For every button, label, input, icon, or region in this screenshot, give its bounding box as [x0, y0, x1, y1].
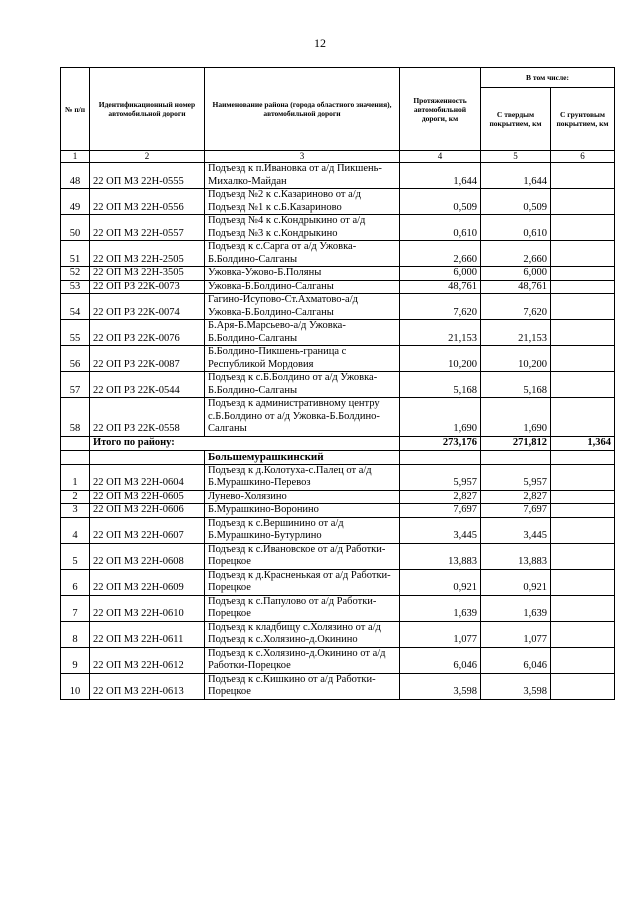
- soil-surface-length: [551, 490, 615, 504]
- soil-surface-length: [551, 372, 615, 398]
- road-length: 2,827: [400, 490, 481, 504]
- total-hard: 271,812: [481, 436, 551, 450]
- table-row: [61, 372, 615, 398]
- hard-surface-length: 2,827: [481, 490, 551, 504]
- row-number: 55: [61, 320, 90, 346]
- row-number: 6: [61, 569, 90, 595]
- hard-surface-length: 1,077: [481, 621, 551, 647]
- road-name: Подъезд к с.Кишкино от а/д Работки-Порецкое: [205, 673, 400, 699]
- road-length: 1,690: [400, 398, 481, 437]
- soil-surface-length: [551, 673, 615, 699]
- row-number: 9: [61, 647, 90, 673]
- soil-surface-length: [551, 267, 615, 281]
- road-id: 22 ОП РЗ 22К-0087: [90, 346, 205, 372]
- soil-surface-length: [551, 517, 615, 543]
- road-length: 5,168: [400, 372, 481, 398]
- road-length: 5,957: [400, 464, 481, 490]
- hard-surface-length: 3,445: [481, 517, 551, 543]
- road-name: Подъезд к с.Вершинино от а/д Б.Мурашкино-Бутурлино: [205, 517, 400, 543]
- hard-surface-length: 0,610: [481, 215, 551, 241]
- soil-surface-length: [551, 215, 615, 241]
- header-group: В том числе:: [481, 68, 615, 88]
- soil-surface-length: [551, 294, 615, 320]
- road-name: Подъезд к д.Красненькая от а/д Работки-Порецкое: [205, 569, 400, 595]
- road-name: Б.Болдино-Пикшень-граница с Республикой Мордовия: [205, 346, 400, 372]
- hard-surface-length: 13,883: [481, 543, 551, 569]
- road-id: 22 ОП МЗ 22Н-0613: [90, 673, 205, 699]
- hard-surface-length: 1,690: [481, 398, 551, 437]
- road-id: 22 ОП МЗ 22Н-2505: [90, 241, 205, 267]
- table-row: [61, 320, 615, 346]
- road-id: 22 ОП МЗ 22Н-0610: [90, 595, 205, 621]
- soil-surface-length: [551, 569, 615, 595]
- road-id: 22 ОП РЗ 22К-0073: [90, 280, 205, 294]
- row-number: 53: [61, 280, 90, 294]
- table-body-part1: [61, 163, 615, 437]
- road-length: 48,761: [400, 280, 481, 294]
- row-number: 48: [61, 163, 90, 189]
- road-id: 22 ОП РЗ 22К-0544: [90, 372, 205, 398]
- road-length: 3,445: [400, 517, 481, 543]
- column-number: 3: [205, 151, 400, 163]
- road-id: 22 ОП МЗ 22Н-0611: [90, 621, 205, 647]
- header-soil: С грунтовым покрытием, км: [551, 88, 615, 151]
- total-length: 273,176: [400, 436, 481, 450]
- road-id: 22 ОП МЗ 22Н-0607: [90, 517, 205, 543]
- road-length: 10,200: [400, 346, 481, 372]
- table-row: [61, 189, 615, 215]
- table-row: [61, 517, 615, 543]
- soil-surface-length: [551, 464, 615, 490]
- road-length: 1,639: [400, 595, 481, 621]
- hard-surface-length: 2,660: [481, 241, 551, 267]
- table-row: [61, 241, 615, 267]
- soil-surface-length: [551, 241, 615, 267]
- column-number: 1: [61, 151, 90, 163]
- table-row: [61, 398, 615, 437]
- table-row: [61, 504, 615, 518]
- soil-surface-length: [551, 621, 615, 647]
- row-number: 10: [61, 673, 90, 699]
- hard-surface-length: 0,509: [481, 189, 551, 215]
- road-length: 0,610: [400, 215, 481, 241]
- row-number: 4: [61, 517, 90, 543]
- road-name: Подъезд к с.Папулово от а/д Работки-Порецкое: [205, 595, 400, 621]
- soil-surface-length: [551, 398, 615, 437]
- column-number: 4: [400, 151, 481, 163]
- road-length: 21,153: [400, 320, 481, 346]
- column-number: 6: [551, 151, 615, 163]
- table-row: [61, 569, 615, 595]
- road-id: 22 ОП РЗ 22К-0074: [90, 294, 205, 320]
- table-row: [61, 647, 615, 673]
- road-name: Б.Мурашкино-Воронино: [205, 504, 400, 518]
- table-row: [61, 267, 615, 281]
- road-name: Подъезд к п.Ивановка от а/д Пикшень-Михалко-Майдан: [205, 163, 400, 189]
- soil-surface-length: [551, 346, 615, 372]
- road-length: 1,644: [400, 163, 481, 189]
- section-soil-cell: [551, 450, 615, 464]
- table-row: [61, 673, 615, 699]
- road-length: 6,046: [400, 647, 481, 673]
- header-hard: С твердым покрытием, км: [481, 88, 551, 151]
- road-name: Подъезд к административному центру с.Б.Болдино от а/д Ужовка-Б.Болдино-Салганы: [205, 398, 400, 437]
- hard-surface-length: 3,598: [481, 673, 551, 699]
- road-length: 13,883: [400, 543, 481, 569]
- row-number: 52: [61, 267, 90, 281]
- header-id: Идентификационный номер автомобильной дороги: [90, 68, 205, 151]
- soil-surface-length: [551, 647, 615, 673]
- table-row: [61, 490, 615, 504]
- roads-table: [60, 67, 615, 700]
- column-number: 5: [481, 151, 551, 163]
- hard-surface-length: 6,000: [481, 267, 551, 281]
- table-row: [61, 464, 615, 490]
- header-name: Наименование района (города областного значения), автомобильной дороги: [205, 68, 400, 151]
- road-id: 22 ОП РЗ 22К-0558: [90, 398, 205, 437]
- row-number: 3: [61, 504, 90, 518]
- row-number: 49: [61, 189, 90, 215]
- table-row: [61, 294, 615, 320]
- table-row: [61, 280, 615, 294]
- road-length: 2,660: [400, 241, 481, 267]
- road-length: 6,000: [400, 267, 481, 281]
- road-name: Подъезд к кладбищу с.Холязино от а/д Подъезд к с.Холязино-д.Окинино: [205, 621, 400, 647]
- hard-surface-length: 0,921: [481, 569, 551, 595]
- row-number: 54: [61, 294, 90, 320]
- road-name: Подъезд к с.Ивановское от а/д Работки-Порецкое: [205, 543, 400, 569]
- total-soil: 1,364: [551, 436, 615, 450]
- road-id: 22 ОП МЗ 22Н-0608: [90, 543, 205, 569]
- hard-surface-length: 48,761: [481, 280, 551, 294]
- soil-surface-length: [551, 504, 615, 518]
- road-name: Подъезд к с.Б.Болдино от а/д Ужовка-Б.Болдино-Салганы: [205, 372, 400, 398]
- hard-surface-length: 7,620: [481, 294, 551, 320]
- row-number: 51: [61, 241, 90, 267]
- road-id: 22 ОП МЗ 22Н-0606: [90, 504, 205, 518]
- road-name: Подъезд №2 к с.Казариново от а/д Подъезд №1 к с.Б.Казариново: [205, 189, 400, 215]
- road-length: 7,697: [400, 504, 481, 518]
- table-row: [61, 595, 615, 621]
- road-id: 22 ОП МЗ 22Н-0605: [90, 490, 205, 504]
- table-body-part2: [61, 464, 615, 699]
- table-row: [61, 543, 615, 569]
- table-summary: [61, 436, 615, 464]
- hard-surface-length: 10,200: [481, 346, 551, 372]
- road-name: Ужовка-Ужово-Б.Поляны: [205, 267, 400, 281]
- road-name: Подъезд к д.Колотуха-с.Палец от а/д Б.Мурашкино-Перевоз: [205, 464, 400, 490]
- road-name: Б.Аря-Б.Марсьево-а/д Ужовка-Б.Болдино-Салганы: [205, 320, 400, 346]
- section-num-cell: [61, 450, 90, 464]
- road-id: 22 ОП РЗ 22К-0076: [90, 320, 205, 346]
- section-id-cell: [90, 450, 205, 464]
- hard-surface-length: 7,697: [481, 504, 551, 518]
- header-length: Протяженность автомобильной дороги, км: [400, 68, 481, 151]
- page-number: 12: [314, 36, 326, 50]
- soil-surface-length: [551, 280, 615, 294]
- road-length: 0,921: [400, 569, 481, 595]
- soil-surface-length: [551, 163, 615, 189]
- road-name: Подъезд №4 к с.Кондрыкино от а/д Подъезд №3 к с.Кондрыкино: [205, 215, 400, 241]
- row-number: 1: [61, 464, 90, 490]
- row-number: 50: [61, 215, 90, 241]
- hard-surface-length: 1,644: [481, 163, 551, 189]
- table-row: [61, 163, 615, 189]
- total-label: Итого по району:: [90, 436, 400, 450]
- row-number: 57: [61, 372, 90, 398]
- road-length: 7,620: [400, 294, 481, 320]
- road-id: 22 ОП МЗ 22Н-0612: [90, 647, 205, 673]
- table-row: [61, 621, 615, 647]
- soil-surface-length: [551, 189, 615, 215]
- hard-surface-length: 5,168: [481, 372, 551, 398]
- row-number: 58: [61, 398, 90, 437]
- soil-surface-length: [551, 543, 615, 569]
- column-number: 2: [90, 151, 205, 163]
- section-row: [61, 450, 615, 464]
- section-hard-cell: [481, 450, 551, 464]
- table-row: [61, 215, 615, 241]
- road-name: Лунево-Холязино: [205, 490, 400, 504]
- hard-surface-length: 6,046: [481, 647, 551, 673]
- road-id: 22 ОП МЗ 22Н-3505: [90, 267, 205, 281]
- road-length: 0,509: [400, 189, 481, 215]
- header-num: № п/п: [61, 68, 90, 151]
- road-id: 22 ОП МЗ 22Н-0556: [90, 189, 205, 215]
- hard-surface-length: 21,153: [481, 320, 551, 346]
- total-num-cell: [61, 436, 90, 450]
- road-length: 3,598: [400, 673, 481, 699]
- section-length-cell: [400, 450, 481, 464]
- road-id: 22 ОП МЗ 22Н-0555: [90, 163, 205, 189]
- road-name: Ужовка-Б.Болдино-Салганы: [205, 280, 400, 294]
- row-number: 8: [61, 621, 90, 647]
- table-row: [61, 346, 615, 372]
- row-number: 7: [61, 595, 90, 621]
- road-id: 22 ОП МЗ 22Н-0557: [90, 215, 205, 241]
- row-number: 56: [61, 346, 90, 372]
- row-number: 2: [61, 490, 90, 504]
- road-id: 22 ОП МЗ 22Н-0609: [90, 569, 205, 595]
- total-row: [61, 436, 615, 450]
- road-name: Подъезд к с.Сарга от а/д Ужовка-Б.Болдино-Салганы: [205, 241, 400, 267]
- road-name: Гагино-Исупово-Ст.Ахматово-а/д Ужовка-Б.Болдино-Салганы: [205, 294, 400, 320]
- section-title: Большемурашкинский: [205, 450, 400, 464]
- road-length: 1,077: [400, 621, 481, 647]
- hard-surface-length: 5,957: [481, 464, 551, 490]
- soil-surface-length: [551, 320, 615, 346]
- row-number: 5: [61, 543, 90, 569]
- road-name: Подъезд к с.Холязино-д.Окинино от а/д Работки-Порецкое: [205, 647, 400, 673]
- soil-surface-length: [551, 595, 615, 621]
- road-id: 22 ОП МЗ 22Н-0604: [90, 464, 205, 490]
- hard-surface-length: 1,639: [481, 595, 551, 621]
